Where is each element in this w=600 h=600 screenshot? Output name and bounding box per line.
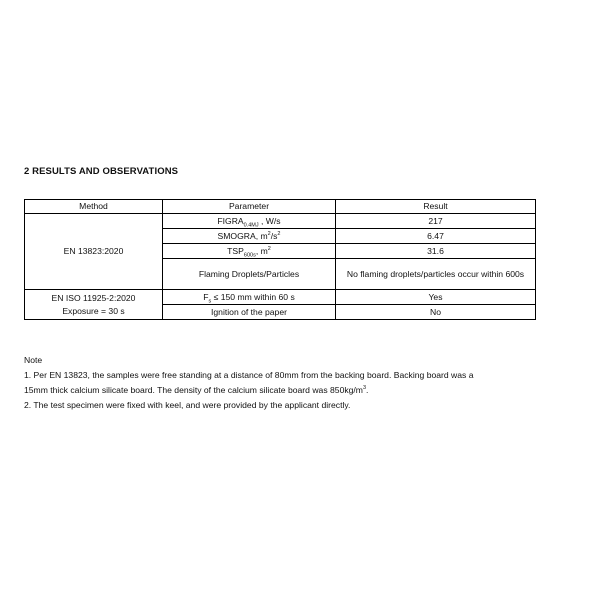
param-figra: $FIGRA_{0.4MJ}$ , W/s [163,214,336,229]
note-line-2: 15mm thick calcium silicate board. The density of the calcium silicate board was $850kg/m^3$. [24,385,369,395]
result-fs: Yes [336,290,536,305]
header-parameter: Parameter [163,200,336,214]
note-line-3: 2. The test specimen were fixed with keel, and were provided by the applicant directly. [24,400,351,410]
param-flaming-droplets: Flaming Droplets/Particles [163,259,336,290]
results-table [24,199,536,320]
section-heading: 2 RESULTS AND OBSERVATIONS [24,166,179,177]
result-smogra: 6.47 [336,229,536,244]
method-en-iso-11925-line1: EN ISO 11925-2:2020 [51,293,136,304]
method-en13823: EN 13823:2020 [25,214,163,290]
result-ignition: No [336,305,536,320]
param-ignition: Ignition of the paper [163,305,336,320]
param-tsp: $TSP_{600s}$, $m^2$ [163,244,336,259]
table-header-row [25,200,536,214]
table-row [25,214,536,229]
result-figra: 217 [336,214,536,229]
header-result: Result [336,200,536,214]
result-flaming-droplets: No flaming droplets/particles occur within 600s [336,259,536,290]
method-exposure-line: Exposure = 30 s [62,305,125,316]
result-tsp: 31.6 [336,244,536,259]
note-title: Note [24,355,43,365]
header-method: Method [25,200,163,214]
param-smogra: SMOGRA, $m^2/s^2$ [163,229,336,244]
note-block [24,353,564,413]
table-row [25,290,536,305]
note-line-1: 1. Per EN 13823, the samples were free standing at a distance of 80mm from the backing board. Backing board was a [24,370,474,380]
param-fs: $F_s \le 150$ mm within 60 s [163,290,336,305]
method-en-iso-11925 [25,290,163,320]
